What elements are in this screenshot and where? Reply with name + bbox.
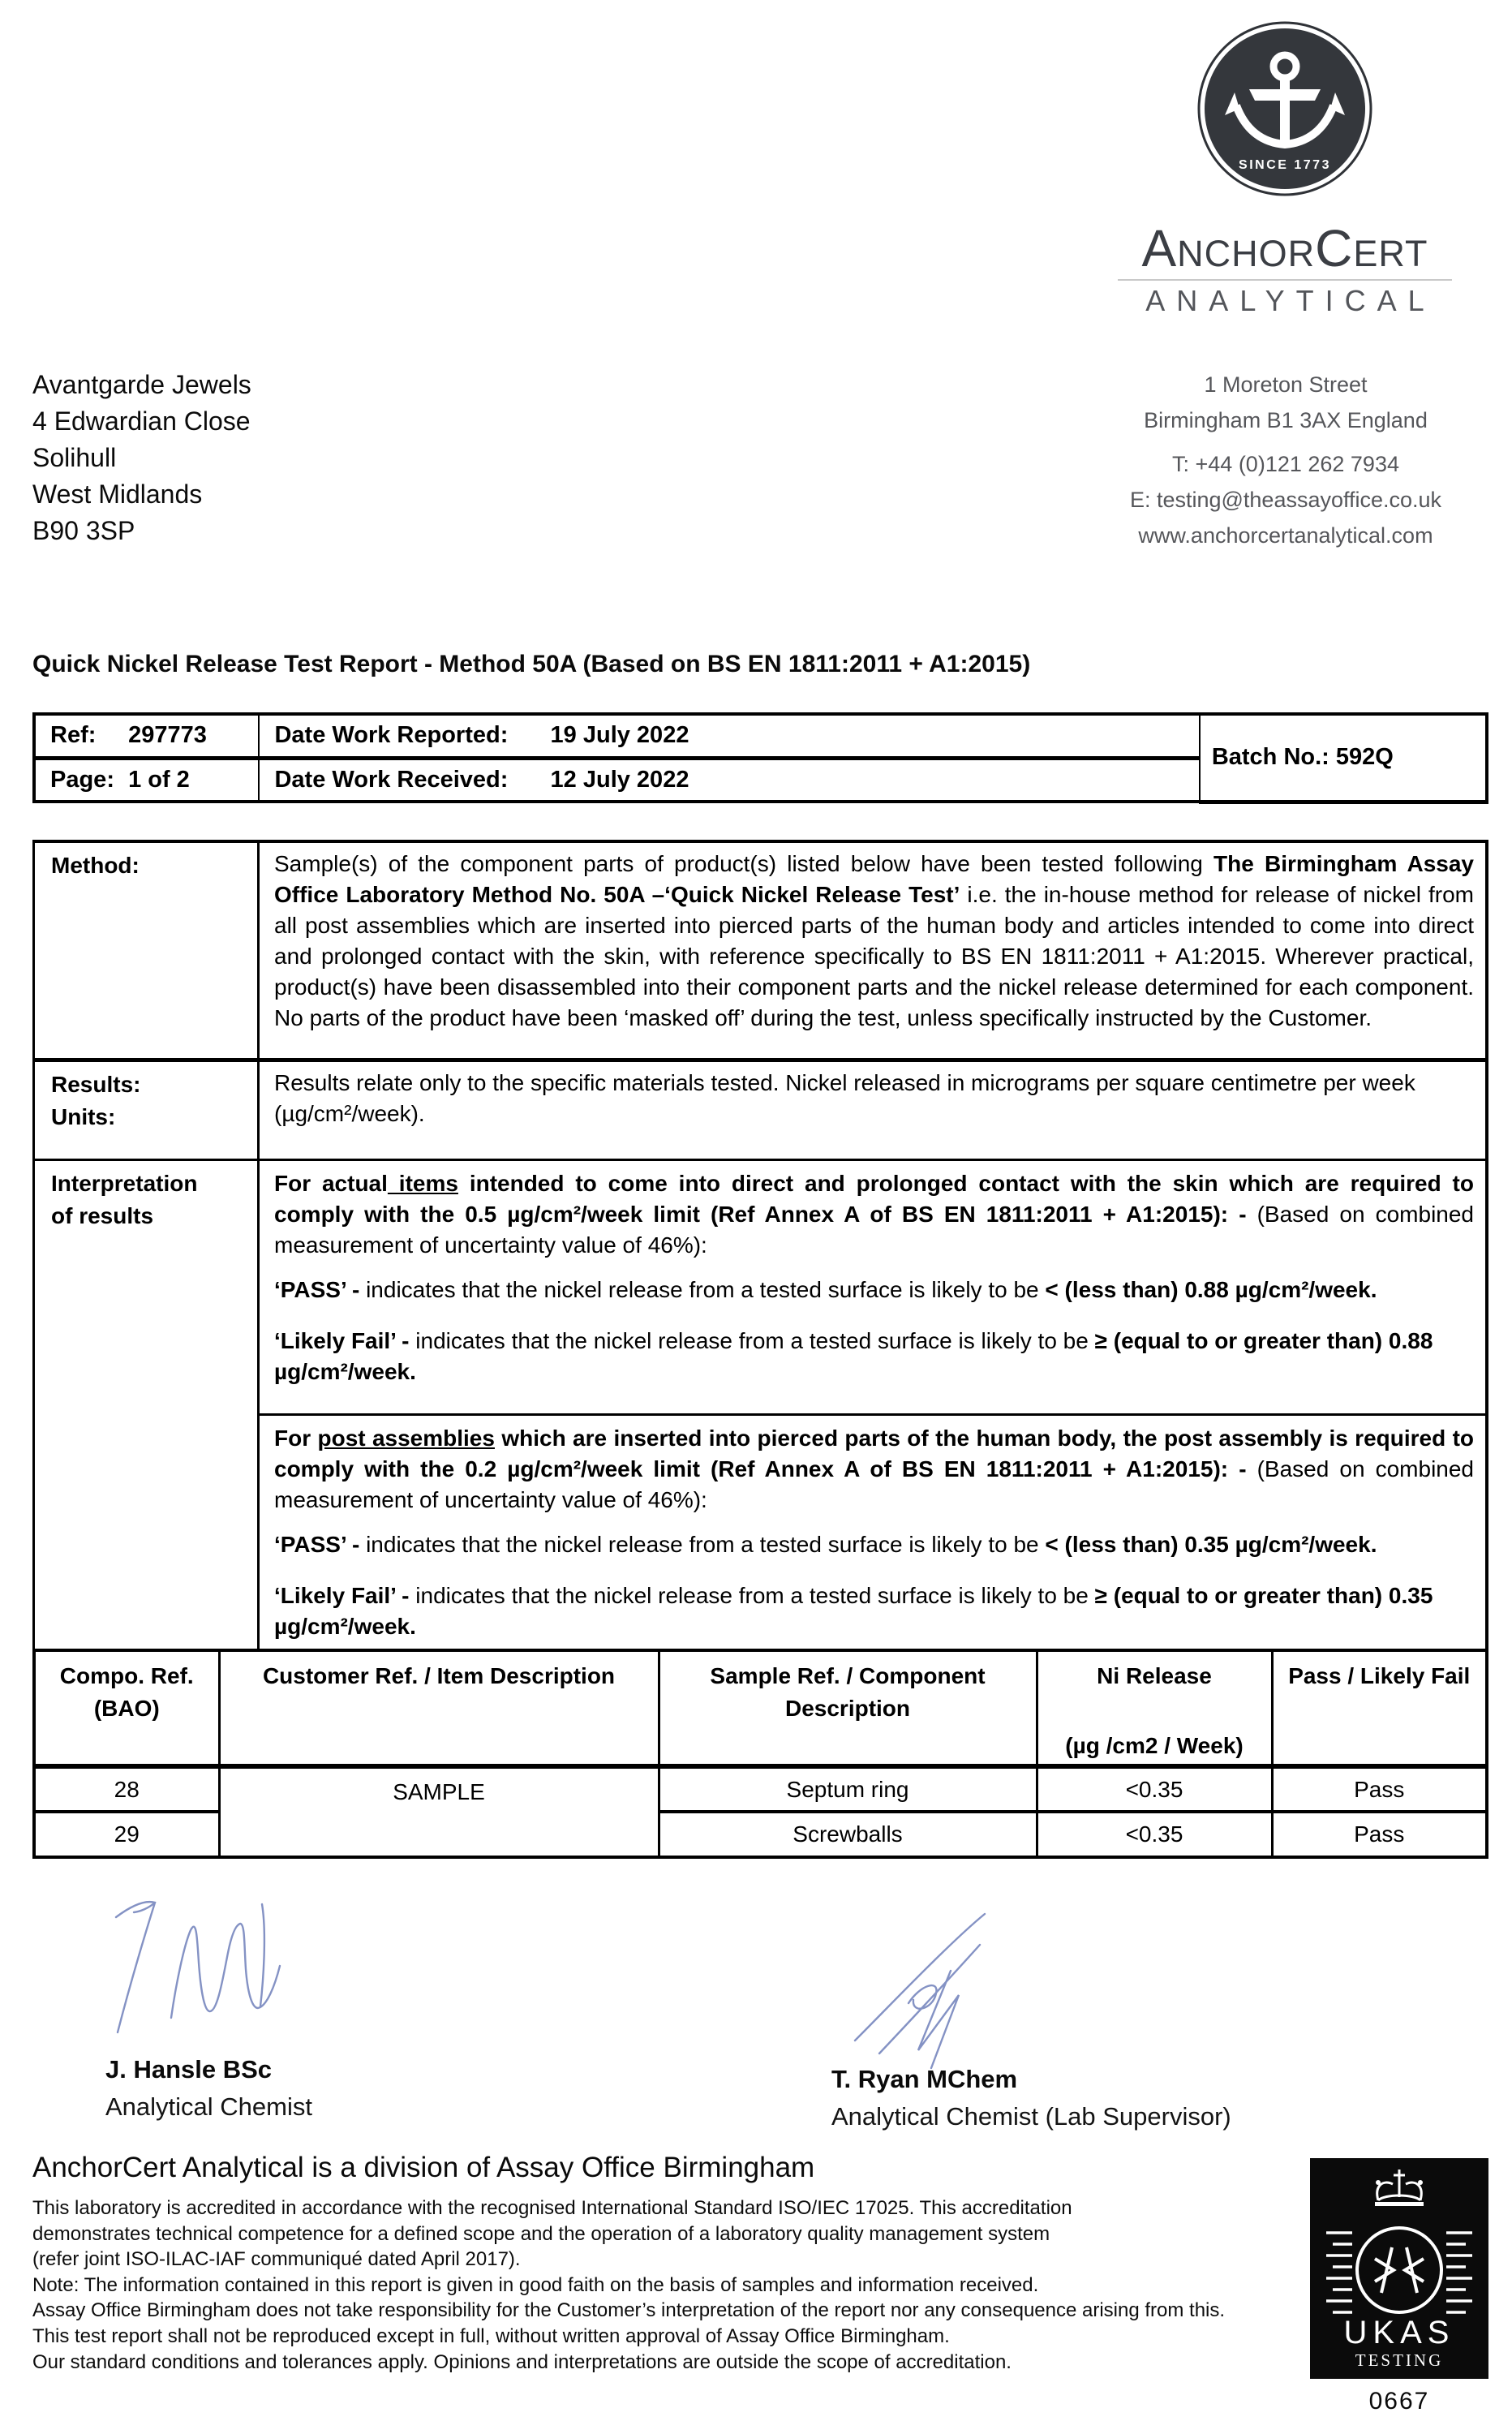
customer-address-line: Solihull [32,443,117,472]
ukas-testing-logo-icon [1310,2158,1488,2379]
lab-address-line: 1 Moreton Street [1204,372,1368,397]
posts-fail-definition: ‘Likely Fail’ - indicates that the nickel release from a tested surface is likely to be ≥ (equal to or greater than) 0.35 µg/cm²/week. [274,1583,1433,1639]
report-title: Quick Nickel Release Test Report - Method 50A (Based on BS EN 1811:2011 + A1:2015) [32,651,1031,677]
ref-value: 297773 [128,722,207,749]
batch-cell [1200,714,1487,802]
footer-disclaimer [32,2195,1286,2375]
wordmark-analytical: ANALYTICAL [1145,284,1436,317]
signatory-right [831,2061,1231,2135]
date-received-cell [259,758,1199,802]
interpretation-label-line: Interpretation [51,1171,198,1196]
results-units-label [35,1062,260,1159]
units-label: Units: [51,1104,116,1129]
customer-address-line: 4 Edwardian Close [32,406,251,436]
header-pass-fail: Pass / Likely Fail [1272,1650,1487,1766]
anchorcert-logo [1113,16,1457,318]
signatory-name: J. Hansle BSc [105,2055,273,2084]
page-label: Page: [50,766,114,793]
header-ni-release: Ni Release (µg /cm2 / Week) [1037,1650,1272,1766]
footer-line: demonstrates technical competence for a defined scope and the operation of a laboratory quality management system [32,2222,1050,2245]
date-received-label: Date Work Received: [274,766,509,793]
reference-table [32,712,1488,804]
results-table [32,1649,1488,1859]
items-fail-definition: ‘Likely Fail’ - indicates that the nickel release from a tested surface is likely to be ≥ (equal to or greater than) 0.88 µg/cm²/week. [274,1328,1433,1384]
footer-line: Note: The information contained in this report is given in good faith on the basis of samples and information received. [32,2273,1039,2296]
date-reported-label: Date Work Reported: [274,722,509,749]
customer-address-line: Avantgarde Jewels [32,370,251,399]
lab-contact-info [1091,367,1480,553]
ref-cell [34,714,259,758]
results-header-row [34,1650,1487,1766]
results-label: Results: [51,1072,141,1097]
anchor-emblem-icon [1197,16,1372,201]
date-received-value: 12 July 2022 [550,766,689,793]
wordmark-divider [1118,279,1452,281]
lab-phone: T: +44 (0)121 262 7934 [1172,452,1399,476]
document-body [32,840,1488,1859]
header-sample-ref: Sample Ref. / Component Description [659,1650,1037,1766]
batch-value: 592Q [1335,744,1394,771]
ukas-text: UKAS [1343,2315,1455,2350]
footer-line: This test report shall not be reproduced except in full, without written approval of Assay Office Birmingham. [32,2324,950,2347]
page-cell [34,758,259,802]
posts-limit-intro: For post assemblies which are inserted into pierced parts of the human body, the post assembly is required to comply with the 0.2 µg/cm²/week limit (Ref Annex A of BS EN 1811:2011 + A1:2015): - (Based on combined measurement of uncertainty value of 46%): [274,1426,1475,1512]
customer-ref-value: SAMPLE [219,1766,659,1857]
signatory-left [105,2051,312,2126]
interpretation-label-line: of results [51,1203,154,1228]
footer-line: Assay Office Birmingham does not take responsibility for the Customer’s interpretation of the report nor any consequence arising from this. [32,2299,1226,2322]
pass-fail-value: Pass [1272,1812,1487,1857]
method-info-table [32,840,1488,1651]
method-row [35,843,1485,1062]
items-pass-definition: ‘PASS’ - indicates that the nickel release from a tested surface is likely to be < (less than) 0.88 µg/cm²/week. [274,1277,1377,1302]
pass-fail-value: Pass [1272,1766,1487,1812]
footer-line: Our standard conditions and tolerances apply. Opinions and interpretations are outside the scope of accreditation. [32,2350,1012,2373]
wordmark-anchorcert: AnchorCert [1141,219,1428,277]
interpretation-block-items [260,1161,1485,1416]
lab-email: E: testing@theassayoffice.co.uk [1129,488,1442,512]
compo-ref-value: 29 [34,1812,219,1857]
customer-address [32,367,251,549]
compo-ref-value: 28 [34,1766,219,1812]
signatory-role: Analytical Chemist [105,2092,312,2121]
lab-website: www.anchorcertanalytical.com [1138,523,1433,548]
customer-address-line: West Midlands [32,479,203,509]
header-compo-ref: Compo. Ref. (BAO) [34,1650,219,1766]
ni-release-value: <0.35 [1037,1812,1272,1857]
component-description: Septum ring [659,1766,1037,1812]
date-reported-cell [259,714,1199,758]
batch-label: Batch No.: [1211,744,1329,771]
results-units-text: Results relate only to the specific materials tested. Nickel released in micrograms per square centimetre per week (µg/cm²/week). [274,1070,1415,1126]
signatory-name: T. Ryan MChem [831,2065,1018,2093]
interpretation-content [260,1161,1485,1649]
page-value: 1 of 2 [128,766,190,793]
interpretation-block-posts [260,1416,1485,1649]
component-description: Screwballs [659,1812,1037,1857]
date-reported-value: 19 July 2022 [550,722,689,749]
ukas-accreditation [1310,2158,1488,2415]
customer-address-line: B90 3SP [32,516,135,545]
footer-line: This laboratory is accredited in accordance with the recognised International Standard ISO/IEC 17025. This accreditation [32,2197,1072,2219]
signature-hansle-icon [93,1886,296,2049]
signatory-role: Analytical Chemist (Lab Supervisor) [831,2102,1231,2131]
items-limit-intro: For actual items intended to come into direct and prolonged contact with the skin which are required to comply with the 0.5 µg/cm²/week limit (Ref Annex A of BS EN 1811:2011 + A1:2015): - (Based on combined measurement of uncertainty value of 46%): [274,1171,1475,1258]
ni-release-value: <0.35 [1037,1766,1272,1812]
method-text: Sample(s) of the component parts of product(s) listed below have been tested following The Birmingham Assay Office Laboratory Method No. 50A –‘Quick Nickel Release Test’ i.e. the in-house method for release of nickel from all post assemblies which are inserted into pierced parts of the human body and articles intended to come into direct and prolonged contact with the skin, with reference specifically to BS EN 1811:2011 + A1:2015. Wherever practical, product(s) have been disassembled into their component parts and the nickel release determined for each component. No parts of the product have been ‘masked off’ during the test, unless specifically instructed by the Customer. [274,851,1474,1030]
interpretation-label [35,1161,260,1649]
footer-line: (refer joint ISO-ILAC-IAF communiqué dated April 2017). [32,2248,521,2271]
posts-pass-definition: ‘PASS’ - indicates that the nickel release from a tested surface is likely to be < (less than) 0.35 µg/cm²/week. [274,1532,1377,1557]
ref-label: Ref: [50,722,97,749]
table-row [34,714,1487,758]
lab-address-line: Birmingham B1 3AX England [1144,408,1428,432]
signature-ryan-icon [827,1903,1022,2073]
ukas-testing-text: TESTING [1355,2350,1444,2370]
results-units-row [35,1062,1485,1161]
table-row [34,1766,1487,1812]
footer-heading: AnchorCert Analytical is a division of Assay Office Birmingham [32,2152,815,2183]
method-label: Method: [35,843,260,1058]
interpretation-row [35,1161,1485,1649]
ukas-number: 0667 [1368,2388,1430,2415]
since-1773-text: SINCE 1773 [1239,158,1331,172]
header-customer-ref: Customer Ref. / Item Description [219,1650,659,1766]
